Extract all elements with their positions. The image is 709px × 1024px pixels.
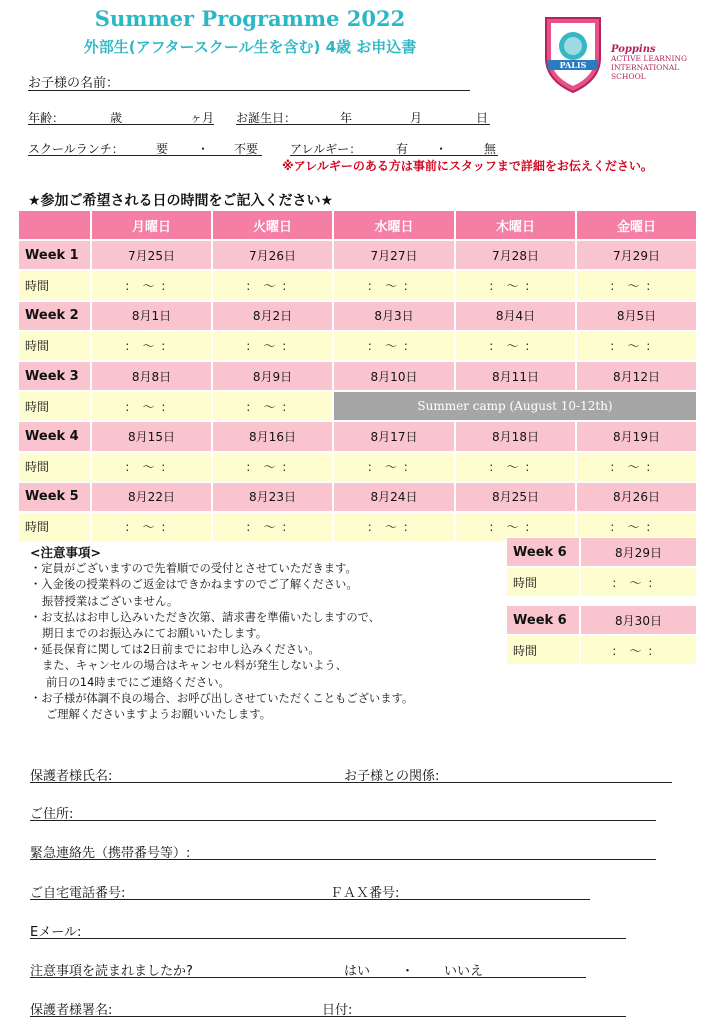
time-label: 時間 xyxy=(18,512,91,542)
week-row xyxy=(18,301,697,331)
date-cell: 8月15日 xyxy=(91,421,212,451)
child-name-label: お子様の名前： xyxy=(28,76,120,91)
date-cell: 7月27日 xyxy=(333,240,455,270)
time-input-cell[interactable]: ：〜： xyxy=(91,270,212,300)
time-input-cell[interactable]: ：〜： xyxy=(576,452,697,482)
date-cell: 8月8日 xyxy=(91,361,212,391)
week-row xyxy=(506,537,697,567)
note-line: ・延長保育に関しては2日前までにお申し込みください。 xyxy=(30,643,320,657)
notes-section xyxy=(30,545,413,723)
allergy-label: アレルギー： xyxy=(290,142,362,156)
guardian-name-line[interactable] xyxy=(30,782,672,783)
email-line[interactable] xyxy=(30,938,626,939)
birthday-month: 月 xyxy=(410,111,423,125)
month-unit: ヶ月 xyxy=(190,111,215,125)
week-label: Week 5 xyxy=(18,482,91,512)
note-line: また、キャンセルの場合はキャンセル料が発生しないよう、 xyxy=(42,659,348,673)
time-row xyxy=(506,567,697,597)
notes-heading: <注意事項> xyxy=(30,545,101,560)
date-cell: 8月23日 xyxy=(212,482,333,512)
time-input-cell[interactable]: ：〜： xyxy=(212,452,333,482)
time-row xyxy=(18,391,697,421)
logo-brand-text: Poppins ACTIVE LEARNING INTERNATIONAL SCHOOL xyxy=(611,44,687,81)
date-cell: 8月29日 xyxy=(580,537,697,567)
week-label: Week 6 xyxy=(506,537,580,567)
header-friday: 金曜日 xyxy=(576,210,697,240)
header-wednesday: 水曜日 xyxy=(333,210,455,240)
time-label: 時間 xyxy=(18,452,91,482)
time-label: 時間 xyxy=(18,331,91,361)
date-cell: 8月24日 xyxy=(333,482,455,512)
date-cell: 8月30日 xyxy=(580,605,697,635)
time-input-cell[interactable]: ：〜： xyxy=(576,512,697,542)
logo-badge-text: PALIS xyxy=(559,60,587,70)
time-input-cell[interactable]: ：〜： xyxy=(576,270,697,300)
note-line: ・定員がございますので先着順での受付とさせていただきます。 xyxy=(30,562,357,576)
time-input-cell[interactable]: ：〜： xyxy=(91,331,212,361)
signature-line[interactable] xyxy=(30,1016,626,1017)
read-yes[interactable]: はい xyxy=(344,964,371,979)
allergy-no[interactable]: 無 xyxy=(484,142,497,156)
time-label: 時間 xyxy=(506,567,580,597)
email-label: Eメール: xyxy=(30,925,82,940)
lunch-yes[interactable]: 要 xyxy=(156,142,169,156)
schedule-heading: ★参加ご希望される日の時間をご記入ください★ xyxy=(28,193,334,209)
date-cell: 7月28日 xyxy=(455,240,576,270)
date-cell: 8月3日 xyxy=(333,301,455,331)
time-input-cell[interactable]: ：〜： xyxy=(576,331,697,361)
date-cell: 8月22日 xyxy=(91,482,212,512)
read-notes-label: 注意事項を読まれましたか? xyxy=(30,964,193,979)
time-row xyxy=(18,270,697,300)
week-row xyxy=(18,361,697,391)
lunch-line xyxy=(28,155,262,156)
header-blank xyxy=(18,210,91,240)
time-input-cell[interactable]: ：〜： xyxy=(455,512,576,542)
date-cell: 8月18日 xyxy=(455,421,576,451)
lunch-label: スクールランチ： xyxy=(28,142,124,156)
age-label: 年齢： xyxy=(28,111,65,125)
date-cell: 8月9日 xyxy=(212,361,333,391)
time-input-cell[interactable]: ：〜： xyxy=(212,331,333,361)
time-input-cell[interactable]: ：〜： xyxy=(580,635,697,665)
time-row xyxy=(506,635,697,665)
time-label: 時間 xyxy=(506,635,580,665)
header-tuesday: 火曜日 xyxy=(212,210,333,240)
time-input-cell[interactable]: ：〜： xyxy=(333,270,455,300)
note-line: ・お子様が体調不良の場合、お呼び出しさせていただくこともございます。 xyxy=(30,691,414,705)
time-input-cell[interactable]: ：〜： xyxy=(91,512,212,542)
fax-label: ＦＡＸ番号: xyxy=(330,886,400,901)
date-cell: 8月16日 xyxy=(212,421,333,451)
signature-label: 保護者様署名: xyxy=(30,1003,113,1018)
shield-icon xyxy=(540,14,606,96)
date-label: 日付: xyxy=(322,1003,353,1018)
emergency-label: 緊急連絡先（携帯番号等）: xyxy=(30,846,191,861)
allergy-note: ※アレルギーのある方は事前にスタッフまで詳細をお伝えください。 xyxy=(282,159,653,173)
time-row xyxy=(18,331,697,361)
week-row xyxy=(18,482,697,512)
note-line: 前日の14時までにご連絡ください。 xyxy=(46,675,230,689)
phone-line[interactable] xyxy=(30,899,590,900)
week-row xyxy=(18,240,697,270)
child-name-line[interactable] xyxy=(28,90,470,91)
date-cell: 8月1日 xyxy=(91,301,212,331)
schedule-table xyxy=(18,210,697,542)
guardian-name-label: 保護者様氏名: xyxy=(30,769,113,784)
address-line[interactable] xyxy=(30,820,656,821)
allergy-dot: ・ xyxy=(435,142,448,156)
summer-camp-cell: Summer camp (August 10-12th) xyxy=(333,391,697,421)
lunch-dot: ・ xyxy=(197,142,210,156)
note-line: ・入金後の授業料のご返金はできかねますのでご了解ください。 xyxy=(30,578,358,592)
time-input-cell[interactable]: ：〜： xyxy=(91,452,212,482)
week6-spacer xyxy=(506,597,697,605)
birthday-line[interactable] xyxy=(236,124,490,125)
date-cell: 8月12日 xyxy=(576,361,697,391)
school-logo xyxy=(540,14,606,96)
birthday-label: お誕生日： xyxy=(236,111,297,125)
header-thursday: 木曜日 xyxy=(455,210,576,240)
age-unit: 歳 xyxy=(110,111,123,125)
date-cell: 8月5日 xyxy=(576,301,697,331)
date-cell: 7月26日 xyxy=(212,240,333,270)
date-cell: 8月26日 xyxy=(576,482,697,512)
relation-label: お子様との関係: xyxy=(344,769,440,784)
read-no[interactable]: いいえ xyxy=(444,964,484,979)
time-input-cell[interactable]: ：〜： xyxy=(212,512,333,542)
time-input-cell[interactable]: ：〜： xyxy=(455,270,576,300)
week-label: Week 2 xyxy=(18,301,91,331)
time-input-cell[interactable]: ：〜： xyxy=(455,331,576,361)
week-row xyxy=(506,605,697,635)
home-phone-label: ご自宅電話番号: xyxy=(30,886,126,901)
date-cell: 8月25日 xyxy=(455,482,576,512)
allergy-line xyxy=(290,155,498,156)
time-input-cell[interactable]: ：〜： xyxy=(333,331,455,361)
read-dot: ・ xyxy=(401,964,415,979)
page-title: Summer Programme 2022 xyxy=(94,6,406,31)
time-label: 時間 xyxy=(18,270,91,300)
schedule-header-row xyxy=(18,210,697,240)
week6-table xyxy=(506,537,697,665)
time-input-cell[interactable]: ：〜： xyxy=(333,512,455,542)
header-monday: 月曜日 xyxy=(91,210,212,240)
date-cell: 7月29日 xyxy=(576,240,697,270)
birthday-year: 年 xyxy=(340,111,353,125)
allergy-yes[interactable]: 有 xyxy=(396,142,409,156)
time-input-cell[interactable]: ：〜： xyxy=(333,452,455,482)
page-subtitle: 外部生(アフタースクール生を含む) 4歳 お申込書 xyxy=(83,38,417,56)
note-line: 期日までのお振込みにてお願いいたします。 xyxy=(42,627,268,641)
emergency-line[interactable] xyxy=(30,859,656,860)
date-cell: 8月10日 xyxy=(333,361,455,391)
week-label: Week 3 xyxy=(18,361,91,391)
date-cell: 8月19日 xyxy=(576,421,697,451)
time-input-cell[interactable]: ：〜： xyxy=(580,567,697,597)
note-line: ご理解くださいますようお願いいたします。 xyxy=(46,708,272,722)
time-row xyxy=(18,452,697,482)
time-input-cell[interactable]: ：〜： xyxy=(91,391,212,421)
lunch-no[interactable]: 不要 xyxy=(234,142,259,156)
date-cell: 7月25日 xyxy=(91,240,212,270)
time-label: 時間 xyxy=(18,391,91,421)
date-cell: 8月2日 xyxy=(212,301,333,331)
read-notes-line xyxy=(30,977,586,978)
time-input-cell[interactable]: ：〜： xyxy=(212,391,333,421)
week-label: Week 6 xyxy=(506,605,580,635)
note-line: 振替授業はございません。 xyxy=(42,594,179,608)
date-cell: 8月11日 xyxy=(455,361,576,391)
week-label: Week 1 xyxy=(18,240,91,270)
date-cell: 8月4日 xyxy=(455,301,576,331)
note-line: ・お支払はお申し込みいただき次第、請求書を準備いたしますので、 xyxy=(30,610,380,624)
week-row xyxy=(18,421,697,451)
week-label: Week 4 xyxy=(18,421,91,451)
age-line[interactable] xyxy=(28,124,214,125)
time-input-cell[interactable]: ：〜： xyxy=(455,452,576,482)
time-input-cell[interactable]: ：〜： xyxy=(212,270,333,300)
address-label: ご住所: xyxy=(30,807,74,822)
date-cell: 8月17日 xyxy=(333,421,455,451)
birthday-day: 日 xyxy=(476,111,489,125)
